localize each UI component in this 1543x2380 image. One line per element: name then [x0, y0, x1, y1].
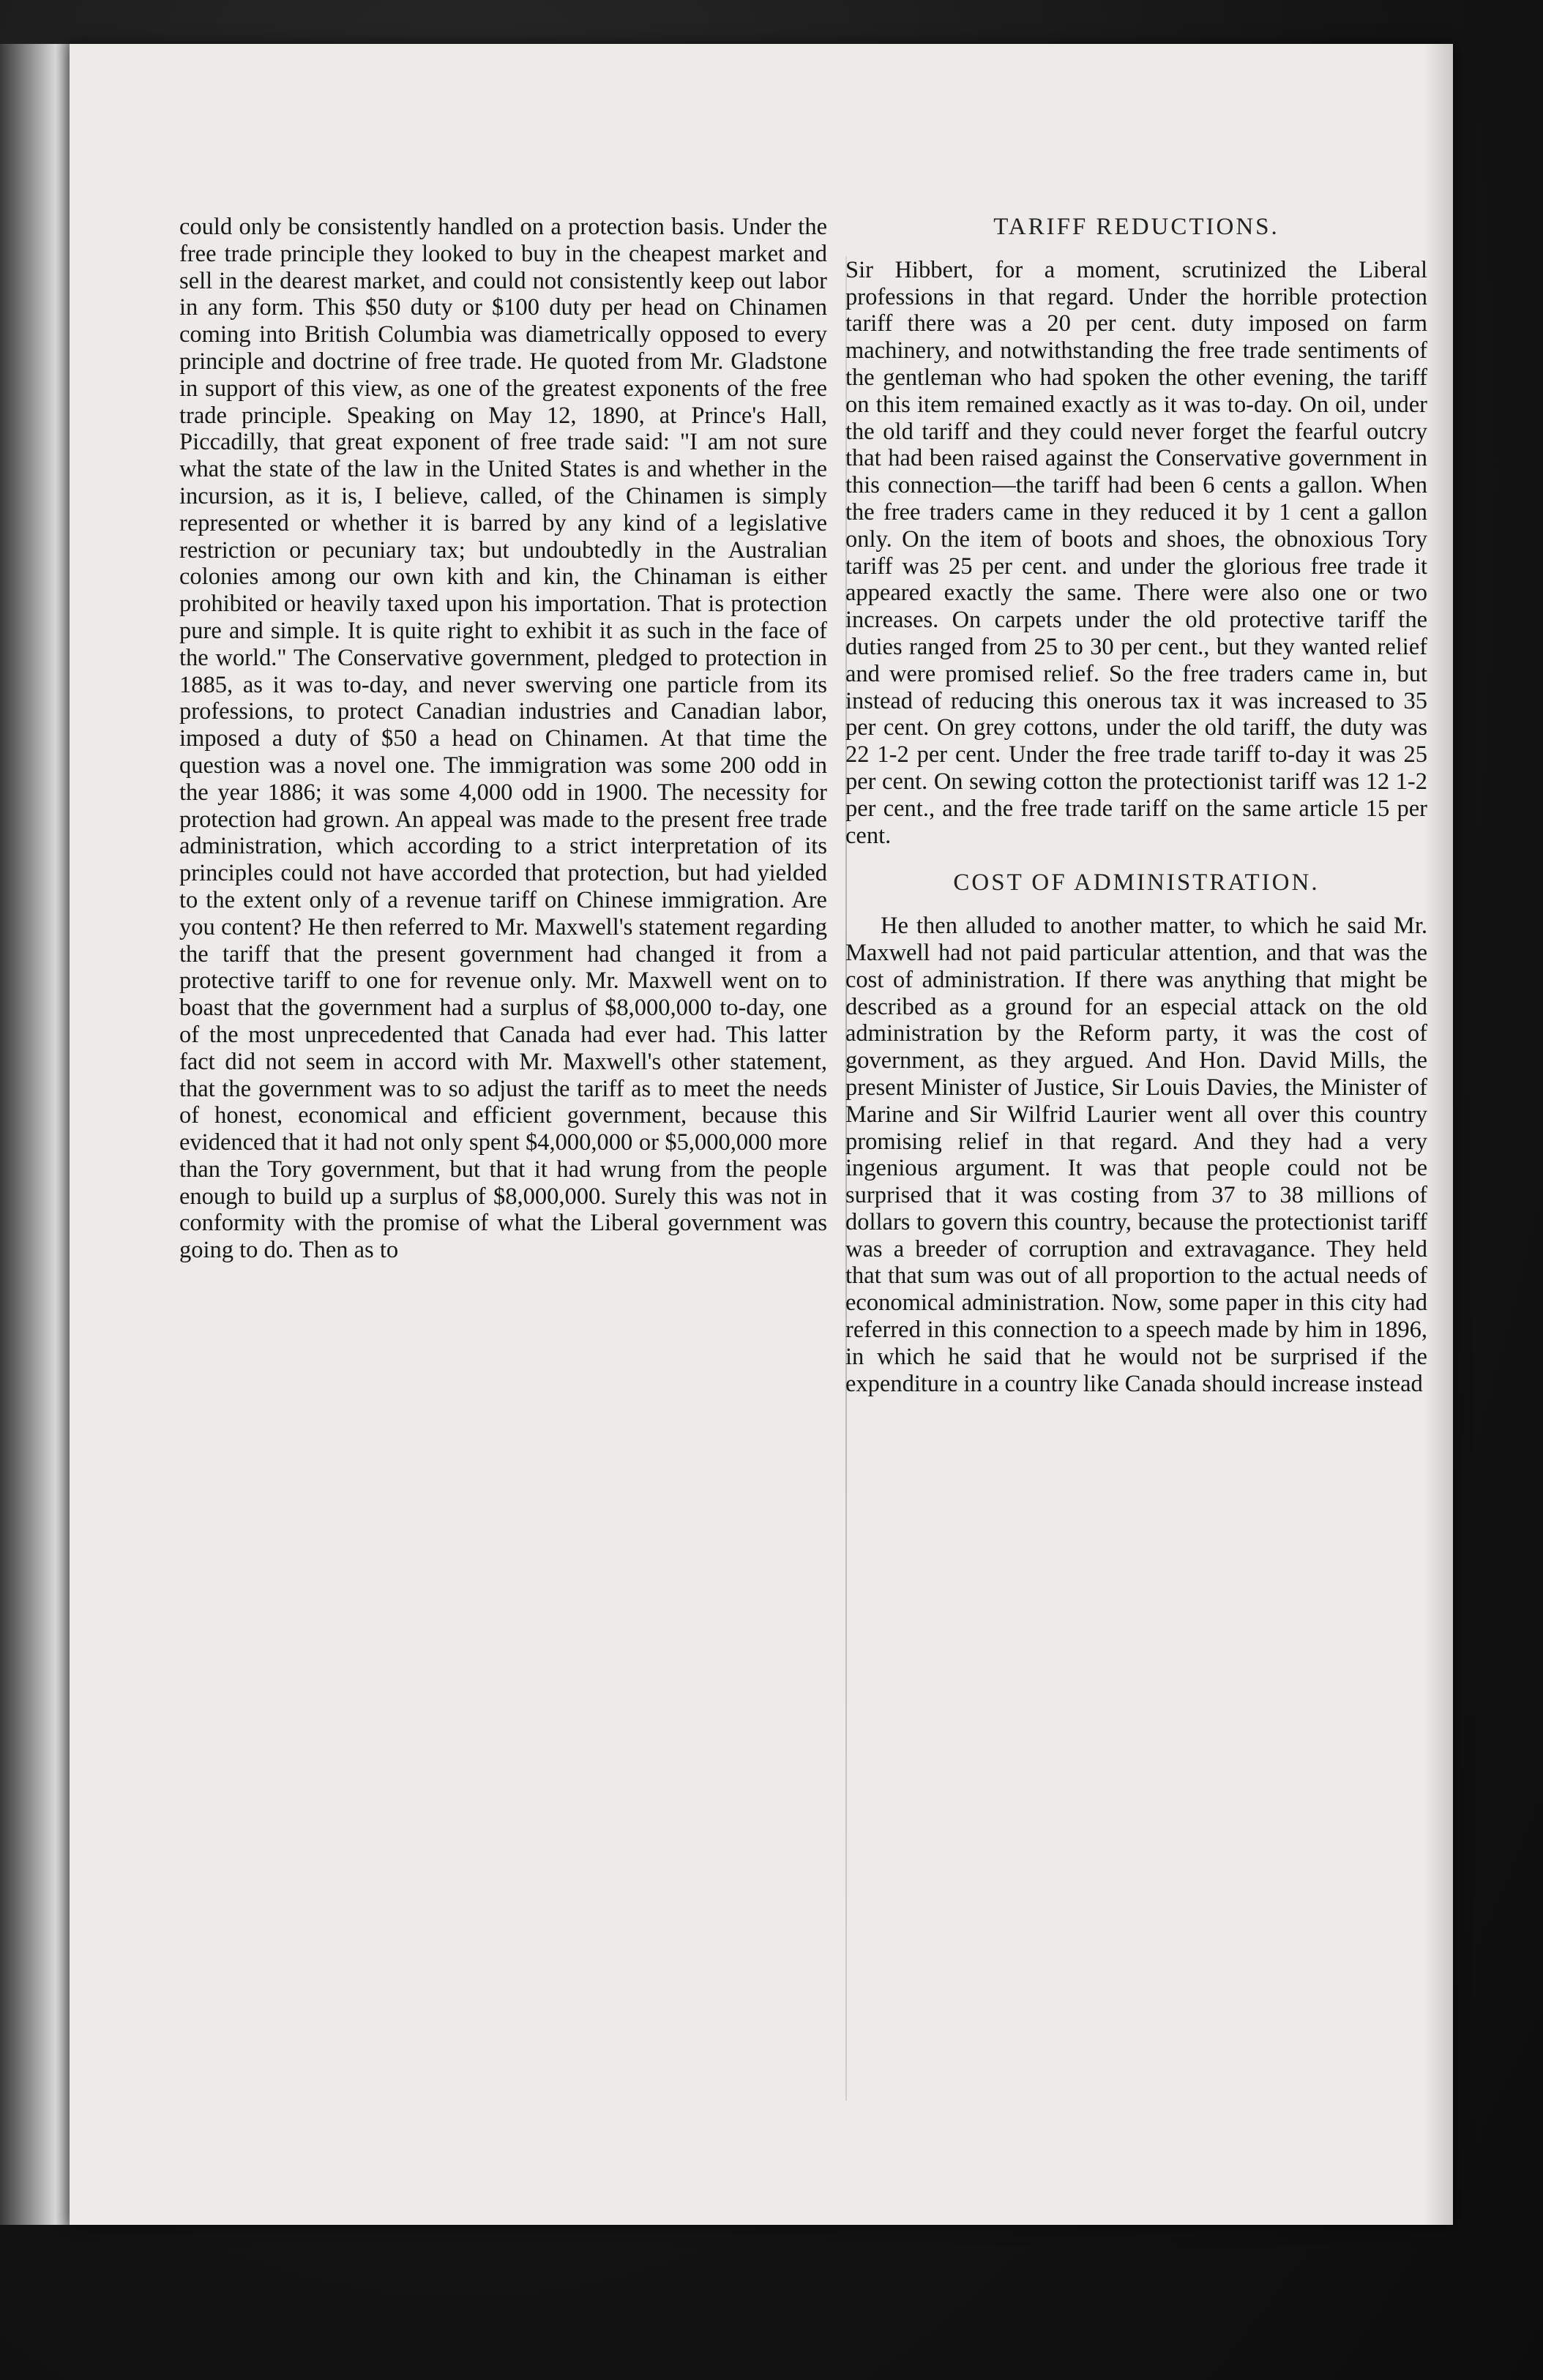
section-heading-cost-of-administration: COST OF ADMINISTRATION.	[953, 869, 1320, 897]
section-heading-tariff-reductions: TARIFF REDUCTIONS.	[993, 214, 1279, 240]
facing-page-edge	[0, 44, 70, 2225]
document-page	[70, 44, 1453, 2225]
left-column	[179, 214, 827, 1264]
left-column-paragraph: could only be consistently handled on a protection basis. Under the free trade principle they looked to buy in the cheapest market and sell in the dearest market, and could not consistently keep out labor in any form. This $50 duty or $100 duty per head on Chinamen coming into British Columbia was diametrically opposed to every principle and doctrine of free trade. He quoted from Mr. Gladstone in support of this view, as one of the greatest exponents of the free trade principle. Speaking on May 12, 1890, at Prince's Hall, Piccadilly, that great exponent of free trade said: "I am not sure what the state of the law in the United States is and whether in the incursion, as it is, I believe, called, of the Chinamen is simply represented or whether it is barred by any kind of a legislative restriction or pecuniary tax; but undoubtedly in the Australian colonies among our own kith and kin, the Chinaman is either prohibited or heavily taxed upon his importation. That is protection pure and simple. It is quite right to exhibit it as such in the face of the world." The Conservative government, pledged to protection in 1885, as it was to-day, and never swerving one particle from its professions, to protect Canadian industries and Canadian labor, imposed a duty of $50 a head on Chinamen. At that time the question was a novel one. The immigration was some 200 odd in the year 1886; it was some 4,000 odd in 1900. The necessity for protection had grown. An appeal was made to the present free trade administration, which according to a strict interpretation of its principles could not have accorded that protection, but had yielded to the extent only of a revenue tariff on Chinese immigration. Are you content? He then referred to Mr. Maxwell's statement regarding the tariff that the present government had changed it from a protective tariff to one for revenue only. Mr. Maxwell went on to boast that the government had a surplus of $8,000,000 to-day, one of the most unprecedented that Canada had ever had. This latter fact did not seem in accord with Mr. Maxwell's other statement, that the government was to so adjust the tariff as to meet the needs of honest, economical and efficient government, because this evidenced that it had not only spent $4,000,000 or $5,000,000 more than the Tory government, but that it had wrung from the people enough to build up a surplus of $8,000,000. Surely this was not in conformity with the promise of what the Liberal government was going to do. Then as to	[179, 214, 827, 1264]
cost-of-administration-paragraph: He then alluded to another matter, to which he said Mr. Maxwell had not paid particular attention, and that was the cost of administration. If there was anything that might be described as a ground for an especial attack on the old administration by the Reform party, it was the cost of government, as they argued. And Hon. David Mills, the present Minister of Justice, Sir Louis Davies, the Minister of Marine and Sir Wilfrid Laurier went all over this country promising relief in that regard. And they had a very ingenious argument. It was that people could not be surprised that it was costing from 37 to 38 millions of dollars to govern this country, because the protectionist tariff was a breeder of corruption and extravagance. They held that that sum was out of all proportion to the actual needs of economical administration. Now, some paper in this city had referred in this connection to a speech made by him in 1896, in which he said that he would not be surprised if the expenditure in a country like Canada should increase instead	[845, 913, 1427, 1397]
right-column	[845, 214, 1427, 1397]
tariff-reductions-paragraph: Sir Hibbert, for a moment, scrutinized the Liberal professions in that regard. Under the horrible protection tariff there was a 20 per cent. duty imposed on farm machinery, and notwithstanding the free trade sentiments of the gentleman who had spoken the other evening, the tariff on this item remained exactly as it was to-day. On oil, under the old tariff and they could never forget the fearful outcry that had been raised against the Conservative government in this connection—the tariff had been 6 cents a gallon. When the free traders came in they reduced it by 1 cent a gallon only. On the item of boots and shoes, the obnoxious Tory tariff was 25 per cent. and under the glorious free trade it appeared exactly the same. There were also one or two increases. On carpets under the old protective tariff the duties ranged from 25 to 30 per cent., but they wanted relief and were promised relief. So the free traders came in, but instead of reducing this onerous tax it was increased to 35 per cent. On grey cottons, under the old tariff, the duty was 22 1-2 per cent. Under the free trade tariff to-day it was 25 per cent. On sewing cotton the protectionist tariff was 12 1-2 per cent., and the free trade tariff on the same article 15 per cent.	[845, 256, 1427, 849]
page-edge-shadow	[1424, 44, 1453, 2225]
